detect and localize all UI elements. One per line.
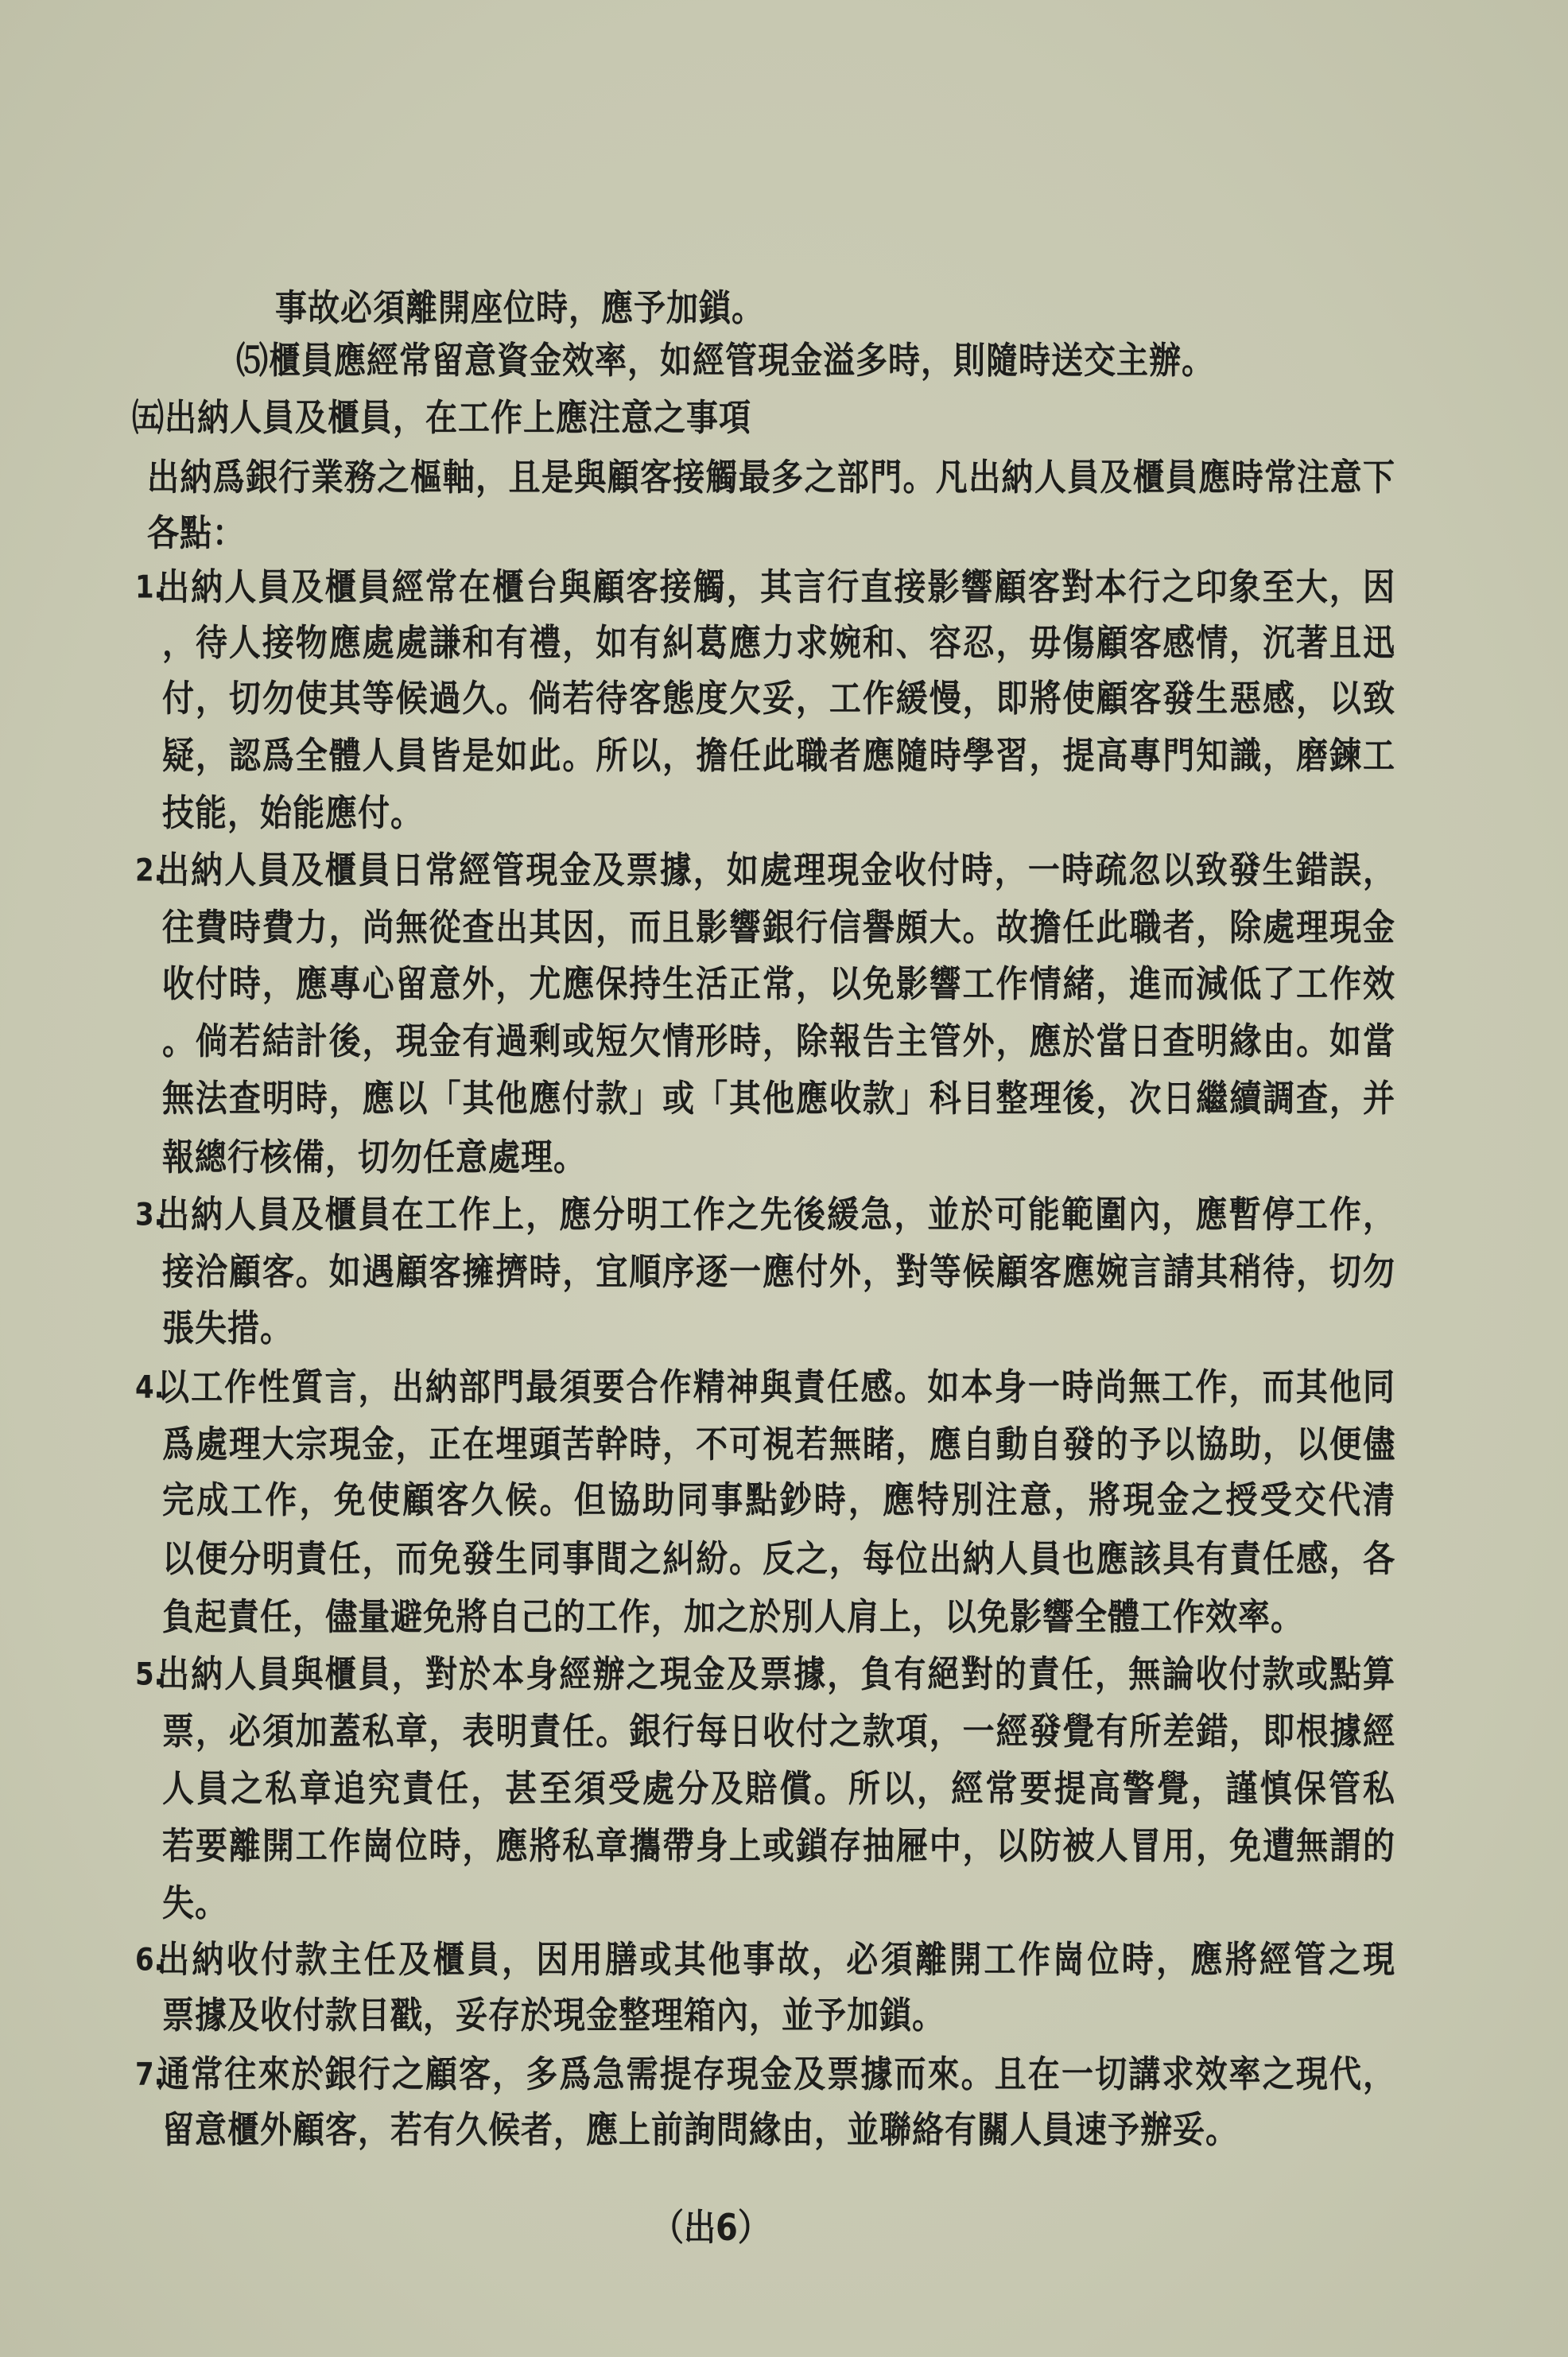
text-line: 各點： xyxy=(147,512,245,555)
text-line: 出納收付款主任及櫃員，因用膳或其他事故，必須離開工作崗位時，應將經管之現 xyxy=(157,1939,1395,1982)
list-item-number: 6. xyxy=(135,1942,165,1978)
text-line: 爲處理大宗現金，正在埋頭苦幹時，不可視若無睹，應自動自發的予以協助，以便儘 xyxy=(162,1423,1395,1466)
text-line: 票，必須加蓋私章，表明責任。銀行每日收付之款項，一經發覺有所差錯，即根據經 xyxy=(162,1710,1395,1753)
text-line: 以工作性質言，出納部門最須要合作精神與責任感。如本身一時尚無工作，而其他同 xyxy=(157,1366,1395,1409)
text-line: 事故必須離開座位時，應予加鎖。 xyxy=(275,287,764,330)
list-item-number: 1. xyxy=(135,569,165,606)
text-line: 收付時，應專心留意外，尤應保持生活正常，以免影響工作情緒，進而減低了工作效 xyxy=(162,963,1395,1006)
text-line: 負起責任，儘量避免將自己的工作，加之於別人肩上，以免影響全體工作效率。 xyxy=(162,1596,1303,1639)
list-item-number: 3. xyxy=(135,1197,165,1233)
text-line: 完成工作，免使顧客久候。但協助同事點鈔時，應特別注意，將現金之授受交代清 xyxy=(162,1479,1395,1522)
text-line: 疑，認爲全體人員皆是如此。所以，擔任此職者應隨時學習，提高專門知識，磨鍊工 xyxy=(162,735,1395,778)
text-line: 人員之私章追究責任，甚至須受處分及賠償。所以，經常要提高警覺，謹慎保管私 xyxy=(162,1768,1395,1811)
text-line: 出納爲銀行業務之樞軸，且是與顧客接觸最多之部門。凡出納人員及櫃員應時常注意下 xyxy=(147,456,1395,499)
text-line: 通常往來於銀行之顧客，多爲急需提存現金及票據而來。且在一切講求效率之現代， xyxy=(157,2053,1395,2096)
text-line: 張失措。 xyxy=(162,1307,293,1350)
text-line: 無法查明時，應以「其他應付款」或「其他應收款」科目整理後，次日繼續調查，并 xyxy=(162,1078,1395,1120)
list-item-number: 7. xyxy=(135,2056,165,2093)
text-line: 出納人員及櫃員日常經管現金及票據，如處理現金收付時，一時疏忽以致發生錯誤， xyxy=(157,849,1395,892)
text-line: 付，切勿使其等候過久。倘若待客態度欠妥，工作緩慢，即將使顧客發生惡感，以致 xyxy=(162,678,1395,720)
text-line: 以便分明責任，而免發生同事間之糾紛。反之，每位出納人員也應該具有責任感，各 xyxy=(162,1538,1395,1581)
text-line: 。倘若結計後，現金有過剩或短欠情形時，除報告主管外，應於當日查明緣由。如當 xyxy=(162,1020,1395,1063)
text-line: ，待人接物應處處謙和有禮，如有糾葛應力求婉和、容忍，毋傷顧客感情，沉著且迅 xyxy=(162,622,1395,665)
text-line: 技能，始能應付。 xyxy=(162,792,423,835)
text-line: 出納人員及櫃員經常在櫃台與顧客接觸，其言行直接影響顧客對本行之印象至大，因 xyxy=(157,566,1395,609)
page-number: （出6） xyxy=(652,2207,770,2250)
text-line: 報總行核備，切勿任意處理。 xyxy=(162,1136,586,1179)
section-heading: ㈤出納人員及櫃員，在工作上應注意之事項 xyxy=(132,397,751,440)
text-line: 失。 xyxy=(162,1882,227,1925)
text-line: 出納人員與櫃員，對於本身經辦之現金及票據，負有絕對的責任，無論收付款或點算 xyxy=(157,1653,1395,1696)
text-line: 留意櫃外顧客，若有久候者，應上前詢問緣由，並聯絡有關人員速予辦妥。 xyxy=(162,2109,1238,2152)
text-line: 接洽顧客。如遇顧客擁擠時，宜順序逐一應付外，對等候顧客應婉言請其稍待，切勿 xyxy=(162,1251,1395,1294)
text-line: 若要離開工作崗位時，應將私章攜帶身上或鎖存抽屜中，以防被人冒用，免遭無謂的 xyxy=(162,1825,1395,1868)
list-item-number: 5. xyxy=(135,1656,165,1693)
text-line: 票據及收付款目戳，妥存於現金整理箱內，並予加鎖。 xyxy=(162,1994,945,2037)
text-line: 出納人員及櫃員在工作上，應分明工作之先後緩急，並於可能範圍內，應暫停工作， xyxy=(157,1194,1395,1237)
list-item-number: 4. xyxy=(135,1369,165,1406)
text-line: 往費時費力，尚無從查出其因，而且影響銀行信譽頗大。故擔任此職者，除處理現金 xyxy=(162,907,1395,949)
list-item-number: 2. xyxy=(135,852,165,889)
text-line: ⑸櫃員應經常留意資金效率，如經管現金溢多時，則隨時送交主辦。 xyxy=(236,340,1214,382)
